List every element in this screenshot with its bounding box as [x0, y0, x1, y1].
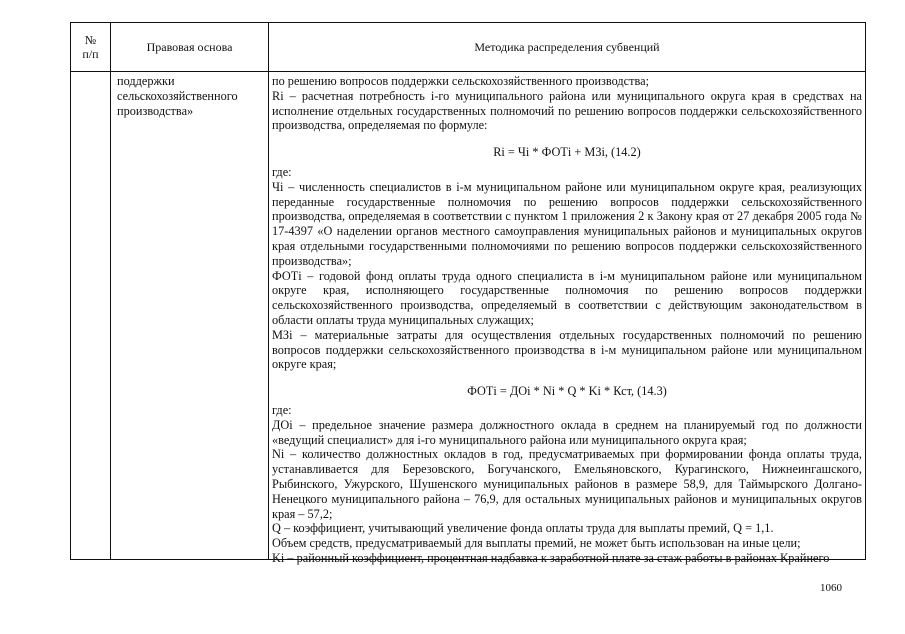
method-cell [272, 74, 862, 566]
column-divider-1 [110, 22, 111, 560]
definition-ni: Ni – количество должностных окладов в год, предусматриваемых при формировании фонда оплаты труда, устанавливается для Березовского, Богучанского, Емельяновского, Курагинского, Нижнеингашского, Рыбинского, Ужурского, Шушенского муниципальных районов в размере 58,9, для Таймырского Долгано-Ненецкого муниципального района – 76,9, для остальных муниципальных районов и муниципальных округов края – 57,2; [272, 447, 862, 521]
header-legal-basis [111, 23, 268, 71]
definition-do: ДОi – предельное значение размера должностного оклада в среднем на планируемый год по должности «ведущий специалист» для i-го муниципального района или муниципального округа края; [272, 417, 862, 447]
table-right-border [865, 22, 866, 560]
definition-mz: МЗi – материальные затраты для осуществления отдельных государственных полномочий по решению вопросов поддержки сельскохозяйственного производства в i-м муниципальном районе или муниципальном округе края; [272, 327, 862, 372]
header-legal-basis-text: Правовая основа [146, 40, 233, 54]
definition-ki: Ki – районный коэффициент, процентная надбавка к заработной плате за стаж работы в районах Крайнего [272, 550, 830, 565]
page-number: 1060 [820, 582, 842, 594]
premium-note: Объем средств, предусматриваемый для выплаты премий, не может быть использован на иные цели; [272, 536, 801, 551]
header-method [269, 23, 865, 71]
definition-q: Q – коэффициент, учитывающий увеличение фонда оплаты труда для выплаты премий, Q = 1,1. [272, 521, 774, 536]
header-bottom-border [70, 71, 866, 72]
formula-14-2: Ri = Чi * ФОТi + МЗi, (14.2) [493, 145, 641, 160]
method-line-1: по решению вопросов поддержки сельскохозяйственного производства; [272, 74, 650, 88]
header-num-text: № п/п [82, 33, 99, 61]
where-label-1: где: [272, 164, 292, 179]
formula-14-3: ФОТi = ДОi * Ni * Q * Ki * Кст, (14.3) [467, 384, 667, 399]
header-num [71, 23, 110, 71]
method-line-2: Ri – расчетная потребность i-го муниципального района или муниципального округа края в средствах на исполнение отдельных государственных полномочий по решению вопросов поддержки сельскохозяйственного производства, определяемая по формуле: [272, 88, 862, 133]
legal-basis-cell: поддержки сельскохозяйственного производства» [117, 74, 238, 118]
column-divider-2 [268, 22, 269, 560]
header-method-text: Методика распределения субвенций [474, 40, 660, 54]
definition-fot: ФОТi – годовой фонд оплаты труда одного специалиста в i-м муниципальном районе или муниципальном округе края, исполняющего государственные полномочия по решению вопросов поддержки сельскохозяйственного производства, определяемый в соответствии с действующим законодательством в области оплаты труда муниципальных служащих; [272, 268, 862, 327]
table-left-border [70, 22, 71, 560]
definition-chi: Чi – численность специалистов в i-м муниципальном районе или муниципальном округе края, реализующих переданные государственные полномочия по решению вопросов поддержки сельскохозяйственного производства, определяемая в соответствии с пунктом 1 приложения 2 к Закону края от 27 декабря 2005 года № 17-4397 «О наделении органов местного самоуправления муниципальных районов и муниципальных округов края отдельными государственными полномочиями по решению вопросов поддержки сельскохозяйственного производства»; [272, 179, 862, 268]
where-label-2: где: [272, 402, 292, 417]
